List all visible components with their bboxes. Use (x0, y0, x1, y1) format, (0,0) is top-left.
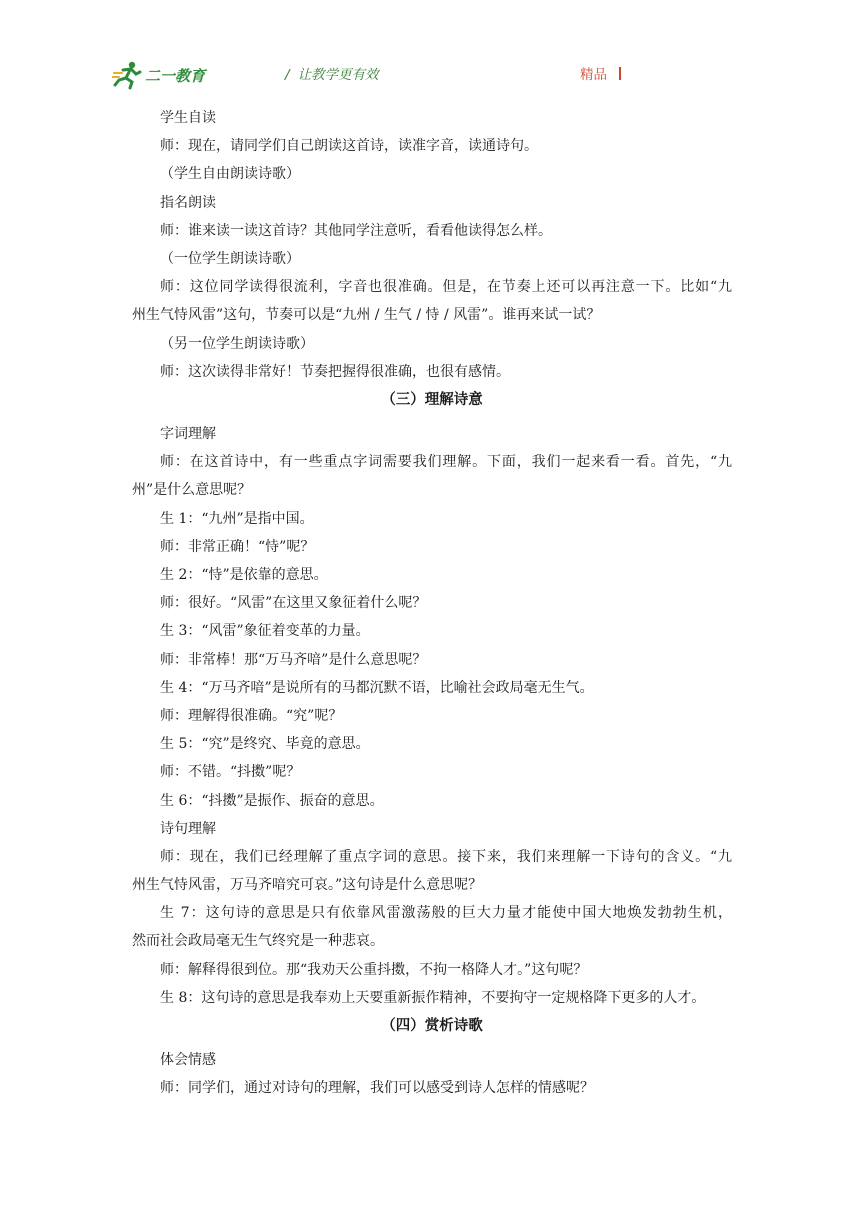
paragraph: 师：不错。“抖擞”呢？ (160, 764, 301, 781)
paragraph: 师：非常正确！“恃”呢？ (160, 538, 315, 555)
paragraph-line: 州”是什么意思呢？ (132, 482, 252, 499)
slogan-separator: / (285, 67, 290, 83)
paragraph-line: 州生气恃风雷，万马齐喑究可哀。”这句诗是什么意思呢？ (132, 877, 483, 894)
document-body (132, 104, 732, 1103)
paragraph-line: 州生气恃风雷”这句，节奏可以是“九州 / 生气 / 恃 / 风雷”。谁再来试一试？ (132, 307, 601, 324)
paragraph: 师：理解得很准确。“究”呢？ (160, 707, 343, 724)
paragraph: 师：同学们，通过对诗句的理解，我们可以感受到诗人怎样的情感呢？ (160, 1080, 594, 1097)
paragraph: 生 1：“九州”是指中国。 (160, 510, 314, 527)
badge-divider (619, 67, 621, 80)
logo-text: 二一教育 (145, 67, 206, 85)
paragraph: 师：谁来读一读这首诗？其他同学注意听，看看他读得怎么样。 (160, 222, 552, 239)
premium-badge (580, 63, 621, 83)
paragraph: 生 8：这句诗的意思是我奉劝上天要重新振作精神，不要拘守一定规格降下更多的人才。 (160, 989, 706, 1006)
paragraph-line: 师：现在，我们已经理解了重点字词的意思。接下来，我们来理解一下诗句的含义。“九 (160, 848, 732, 865)
section-subtitle: 指名朗读 (160, 194, 216, 211)
section-heading: （四）赏析诗歌 (381, 1018, 483, 1034)
stage-direction: （另一位学生朗读诗歌） (160, 335, 314, 352)
slogan-text: 让教学更有效 (297, 67, 379, 83)
paragraph: 生 3：“风雷”象征着变革的力量。 (160, 623, 370, 640)
paragraph: 师：这次读得非常好！节奏把握得很准确，也很有感情。 (160, 363, 510, 380)
paragraph: 生 4：“万马齐喑”是说所有的马都沉默不语，比喻社会政局毫无生气。 (160, 679, 594, 696)
runner-logo-icon (112, 60, 144, 90)
section-subtitle: 字词理解 (160, 426, 216, 443)
paragraph: 生 6：“抖擞”是振作、振奋的意思。 (160, 792, 384, 809)
section-subtitle: 体会情感 (160, 1052, 216, 1069)
paragraph: 师：解释得很到位。那“我劝天公重抖擞，不拘一格降人才。”这句呢？ (160, 961, 588, 978)
paragraph-line: 师：在这首诗中，有一些重点字词需要我们理解。下面，我们一起来看一看。首先，“九 (160, 454, 732, 471)
paragraph: 师：很好。“风雷”在这里又象征着什么呢？ (160, 595, 427, 612)
paragraph-line: 生 7：这句诗的意思是只有依靠风雷激荡般的巨大力量才能使中国大地焕发勃勃生机， (160, 905, 732, 922)
section-subtitle: 诗句理解 (160, 820, 216, 837)
header-slogan (285, 63, 379, 83)
paragraph: 生 2：“恃”是依靠的意思。 (160, 567, 328, 583)
section-subtitle: 学生自读 (160, 110, 216, 126)
badge-label: 精品 (580, 67, 607, 83)
paragraph-line: 师：这位同学读得很流利，字音也很准确。但是，在节奏上还可以再注意一下。比如“九 (160, 279, 732, 296)
paragraph-line: 然而社会政局毫无生气终究是一种悲哀。 (132, 933, 384, 950)
section-heading: （三）理解诗意 (381, 391, 483, 408)
page-header (0, 0, 860, 96)
stage-direction: （一位学生朗读诗歌） (160, 250, 300, 267)
stage-direction: （学生自由朗读诗歌） (160, 166, 300, 183)
paragraph: 师：现在，请同学们自己朗读这首诗，读准字音，读通诗句。 (160, 138, 538, 155)
paragraph: 生 5：“究”是终究、毕竟的意思。 (160, 736, 370, 753)
paragraph: 师：非常棒！那“万马齐喑”是什么意思呢？ (160, 651, 427, 668)
logo (112, 60, 232, 90)
